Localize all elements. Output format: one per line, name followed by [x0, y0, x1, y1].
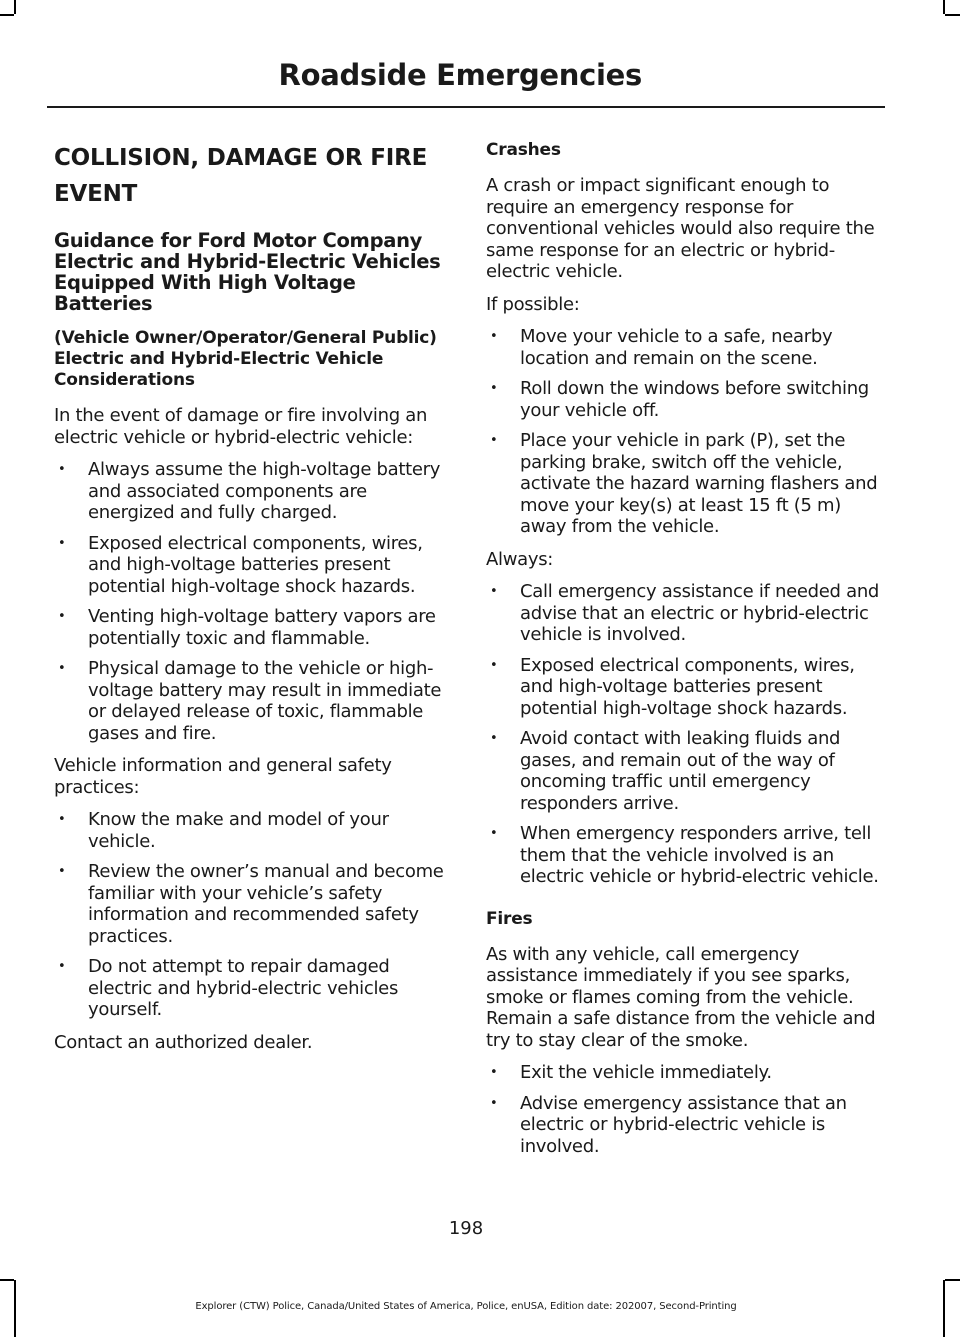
- right-column: [486, 140, 882, 1168]
- always-label: Always:: [486, 548, 554, 570]
- crop-mark-top-left: [14, 0, 16, 14]
- audience-subheading: (Vehicle Owner/Operator/General Public): [54, 328, 437, 348]
- crop-mark-bottom-left: [0, 1279, 14, 1281]
- list-item: • Know the make and model of your vehicle.: [54, 809, 449, 852]
- fires-list: [486, 1062, 882, 1157]
- section-heading-line-1: COLLISION, DAMAGE OR FIRE: [54, 145, 428, 171]
- hazard-list: [54, 459, 449, 744]
- list-item: • Exposed electrical components, wires, and high-voltage batteries present potential high-voltage shock hazards.: [54, 533, 449, 598]
- contact-dealer-paragraph: Contact an authorized dealer.: [54, 1031, 313, 1053]
- header-rule: [47, 106, 885, 108]
- list-item: • Place your vehicle in park (P), set the parking brake, switch off the vehicle, activate the hazard warning flashers and move your key(s) at least 15 ft (5 m) away from the vehicle.: [486, 430, 882, 538]
- edition-footer: Explorer (CTW) Police, Canada/United States of America, Police, enUSA, Edition date: 202007, Second-Printing: [195, 1301, 737, 1312]
- section-heading: [54, 140, 449, 212]
- list-item: • Exit the vehicle immediately.: [486, 1062, 882, 1084]
- guidance-heading: Guidance for Ford Motor Company Electric and Hybrid-Electric Vehicles Equipped With High Voltage Batteries: [54, 229, 441, 315]
- always-list: [486, 581, 882, 888]
- if-possible-label: If possible:: [486, 293, 580, 315]
- fires-paragraph: As with any vehicle, call emergency assistance immediately if you see sparks, smoke or flames coming from the vehicle. Remain a safe distance from the vehicle and try to stay clear of the smoke.: [486, 943, 876, 1051]
- crop-mark-top-right: [943, 0, 945, 14]
- page-number: 198: [448, 1218, 484, 1239]
- list-item: • Roll down the windows before switching your vehicle off.: [486, 378, 882, 421]
- list-item: • Avoid contact with leaking fluids and gases, and remain out of the way of oncoming traffic until emergency responders arrive.: [486, 728, 882, 814]
- section-heading-line-2: EVENT: [54, 181, 138, 207]
- crop-mark-top-left: [0, 14, 14, 16]
- list-item: • Always assume the high-voltage battery and associated components are energized and fully charged.: [54, 459, 449, 524]
- list-item: • Review the owner’s manual and become familiar with your vehicle’s safety information and recommended safety practices.: [54, 861, 449, 947]
- crashes-heading: Crashes: [486, 140, 561, 160]
- list-item: • Venting high-voltage battery vapors are potentially toxic and flammable.: [54, 606, 449, 649]
- intro-paragraph: In the event of damage or fire involving an electric vehicle or hybrid-electric vehicle:: [54, 405, 428, 448]
- left-column: [54, 140, 449, 1064]
- crashes-paragraph: A crash or impact significant enough to require an emergency response for conventional vehicles would also require the same response for an electric or hybrid-electric vehicle.: [486, 175, 875, 282]
- list-item: • Advise emergency assistance that an electric or hybrid-electric vehicle is involved.: [486, 1093, 882, 1158]
- practices-list: [54, 809, 449, 1021]
- page-header-title: Roadside Emergencies: [278, 58, 642, 92]
- list-item: • When emergency responders arrive, tell them that the vehicle involved is an electric vehicle or hybrid-electric vehicle.: [486, 823, 882, 888]
- safety-practices-paragraph: Vehicle information and general safety practices:: [54, 755, 392, 798]
- crop-mark-bottom-right: [943, 1280, 945, 1337]
- crop-mark-bottom-right: [945, 1279, 960, 1281]
- list-item: • Call emergency assistance if needed and advise that an electric or hybrid-electric vehicle is involved.: [486, 581, 882, 646]
- fires-heading: Fires: [486, 908, 533, 929]
- list-item: • Physical damage to the vehicle or high-voltage battery may result in immediate or delayed release of toxic, flammable gases and fire.: [54, 658, 449, 744]
- list-item: • Do not attempt to repair damaged electric and hybrid-electric vehicles yourself.: [54, 956, 449, 1021]
- if-possible-list: [486, 326, 882, 538]
- considerations-subheading: Electric and Hybrid-Electric Vehicle Considerations: [54, 349, 384, 390]
- list-item: • Exposed electrical components, wires, and high-voltage batteries present potential high-voltage shock hazards.: [486, 655, 882, 720]
- crop-mark-top-right: [945, 14, 960, 16]
- list-item: • Move your vehicle to a safe, nearby location and remain on the scene.: [486, 326, 882, 369]
